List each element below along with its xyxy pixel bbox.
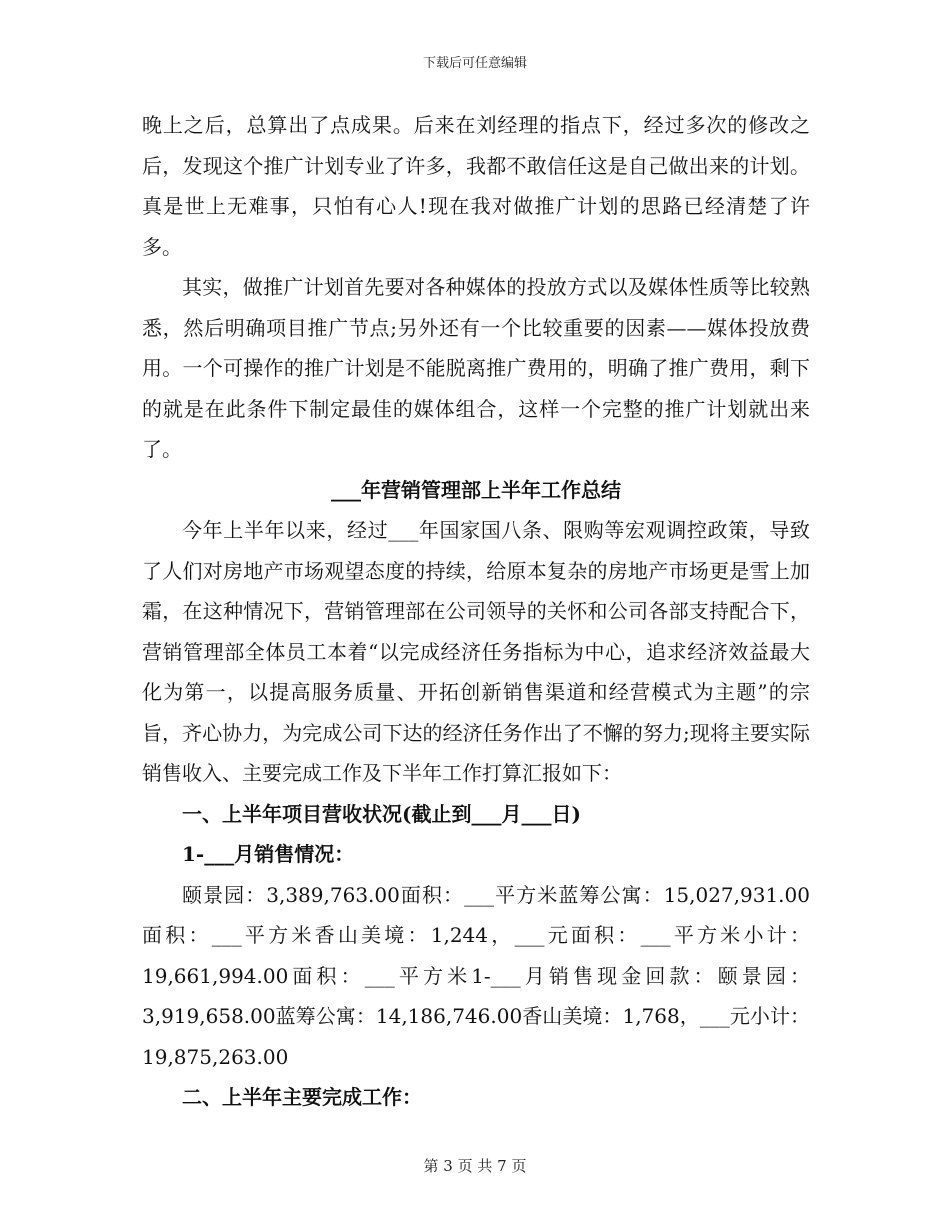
heading-monthly-sales: 1-___月销售情况： xyxy=(182,842,355,866)
heading-revenue-status: 一、上半年项目营收状况(截止到___月___日) xyxy=(182,801,581,826)
document-body xyxy=(142,105,810,1118)
section-title: ___年营销管理部上半年工作总结 xyxy=(331,477,621,502)
page-header: 下载后可任意编辑 xyxy=(422,56,527,71)
paragraph-continuation: 晚上之后，总算出了点成果。后来在刘经理的指点下，经过多次的修改之后，发现这个推广计划专业了许多，我都不敢信任这是自己做出来的计划。真是世上无难事，只怕有心人!现在我对做推广计划的思路已经清楚了许多。 xyxy=(142,113,810,259)
heading-main-work: 二、上半年主要完成工作： xyxy=(182,1085,422,1109)
paragraph-sales-figures: 颐景园：3,389,763.00面积：___平方米蓝筹公寓：15,027,931.00面积：___平方米香山美境：1,244，___元面积：___平方米小计：19,661,994.00面积：___平方米1-___月销售现金回款：颐景园：3,919,658.00蓝筹公寓：14,186,746.00香山美境：1,768，___元小计：19,875,263.00 xyxy=(142,882,810,1069)
paragraph-promotion-plan: 其实，做推广计划首先要对各种媒体的投放方式以及媒体性质等比较熟悉，然后明确项目推广节点;另外还有一个比较重要的因素——媒体投放费用。一个可操作的推广计划是不能脱离推广费用的，明确了推广费用，剩下的就是在此条件下制定最佳的媒体组合，这样一个完整的推广计划就出来了。 xyxy=(142,275,810,461)
page-number: 第 3 页 共 7 页 xyxy=(423,1157,527,1175)
paragraph-intro: 今年上半年以来，经过___年国家国八条、限购等宏观调控政策，导致了人们对房地产市场观望态度的持续，给原本复杂的房地产市场更是雪上加霜，在这种情况下，营销管理部在公司领导的关怀和公司各部支持配合下，营销管理部全体员工本着“以完成经济任务指标为中心，追求经济效益最大化为第一，以提高服务质量、开拓创新销售渠道和经营模式为主题”的宗旨，齐心协力，为完成公司下达的经济任务作出了不懈的努力;现将主要实际销售收入、主要完成工作及下半年工作打算汇报如下： xyxy=(142,518,810,785)
